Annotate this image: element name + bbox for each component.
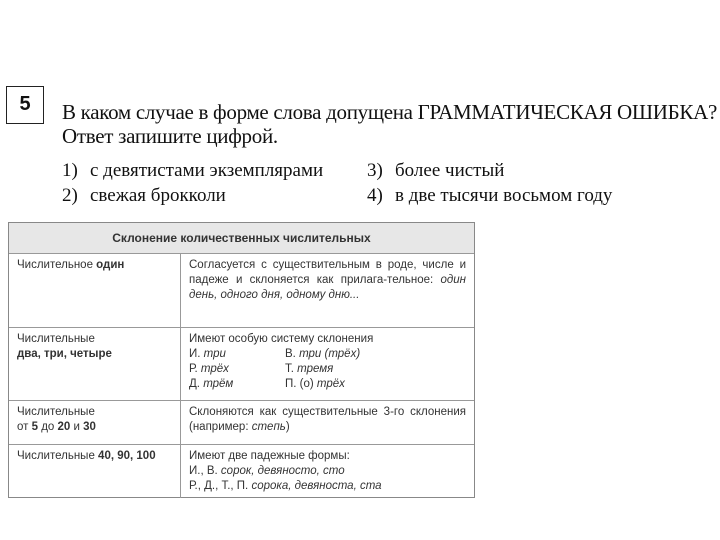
row-label: Числительные два, три, четыре bbox=[9, 328, 181, 400]
question-line-1: В каком случае в форме слова допущена ГРАММАТИЧЕСКАЯ ОШИБКА? bbox=[62, 100, 717, 124]
question-line-2: Ответ запишите цифрой. bbox=[62, 124, 278, 148]
table-row bbox=[9, 254, 474, 328]
row-label: Числительное один bbox=[9, 254, 181, 327]
option-3: 3) более чистый bbox=[367, 160, 505, 181]
table-row bbox=[9, 328, 474, 401]
row-description: Согласуется с существительным в роде, числе и падеже и склоняется как прилага-тельное: один день, одного дня, одному дню... bbox=[189, 259, 466, 301]
table-row bbox=[9, 445, 474, 498]
row-label: Числительные от 5 до 20 и 30 bbox=[9, 401, 181, 444]
option-4: 4) в две тысячи восьмом году bbox=[367, 185, 613, 206]
row-description: Склоняются как существительные 3-го склонения (например: степь) bbox=[189, 406, 466, 433]
table-title: Склонение количественных числительных bbox=[9, 223, 474, 254]
row-label: Числительные 40, 90, 100 bbox=[9, 445, 181, 498]
question bbox=[62, 100, 717, 148]
case-line: И. три В. три (трёх) bbox=[189, 348, 361, 360]
case-line: Р. трёх Т. тремя bbox=[189, 363, 334, 375]
row-description: Имеют особую систему склонения И. три В. три (трёх) Р. трёх Т. тремя Д. трём П. (о) трёх bbox=[181, 328, 474, 400]
option-1: 1) с девятистами экземплярами bbox=[62, 160, 324, 181]
option-2: 2) свежая брокколи bbox=[62, 185, 226, 206]
case-line: Д. трём П. (о) трёх bbox=[189, 378, 345, 390]
table-row bbox=[9, 401, 474, 445]
task-number: 5 bbox=[19, 93, 31, 115]
row-description: Имеют две падежные формы: И., В. сорок, девяносто, сто Р., Д., Т., П. сорока, девяноста, ста bbox=[189, 450, 382, 492]
task-number-box bbox=[6, 86, 44, 124]
numerals-table bbox=[8, 222, 475, 498]
